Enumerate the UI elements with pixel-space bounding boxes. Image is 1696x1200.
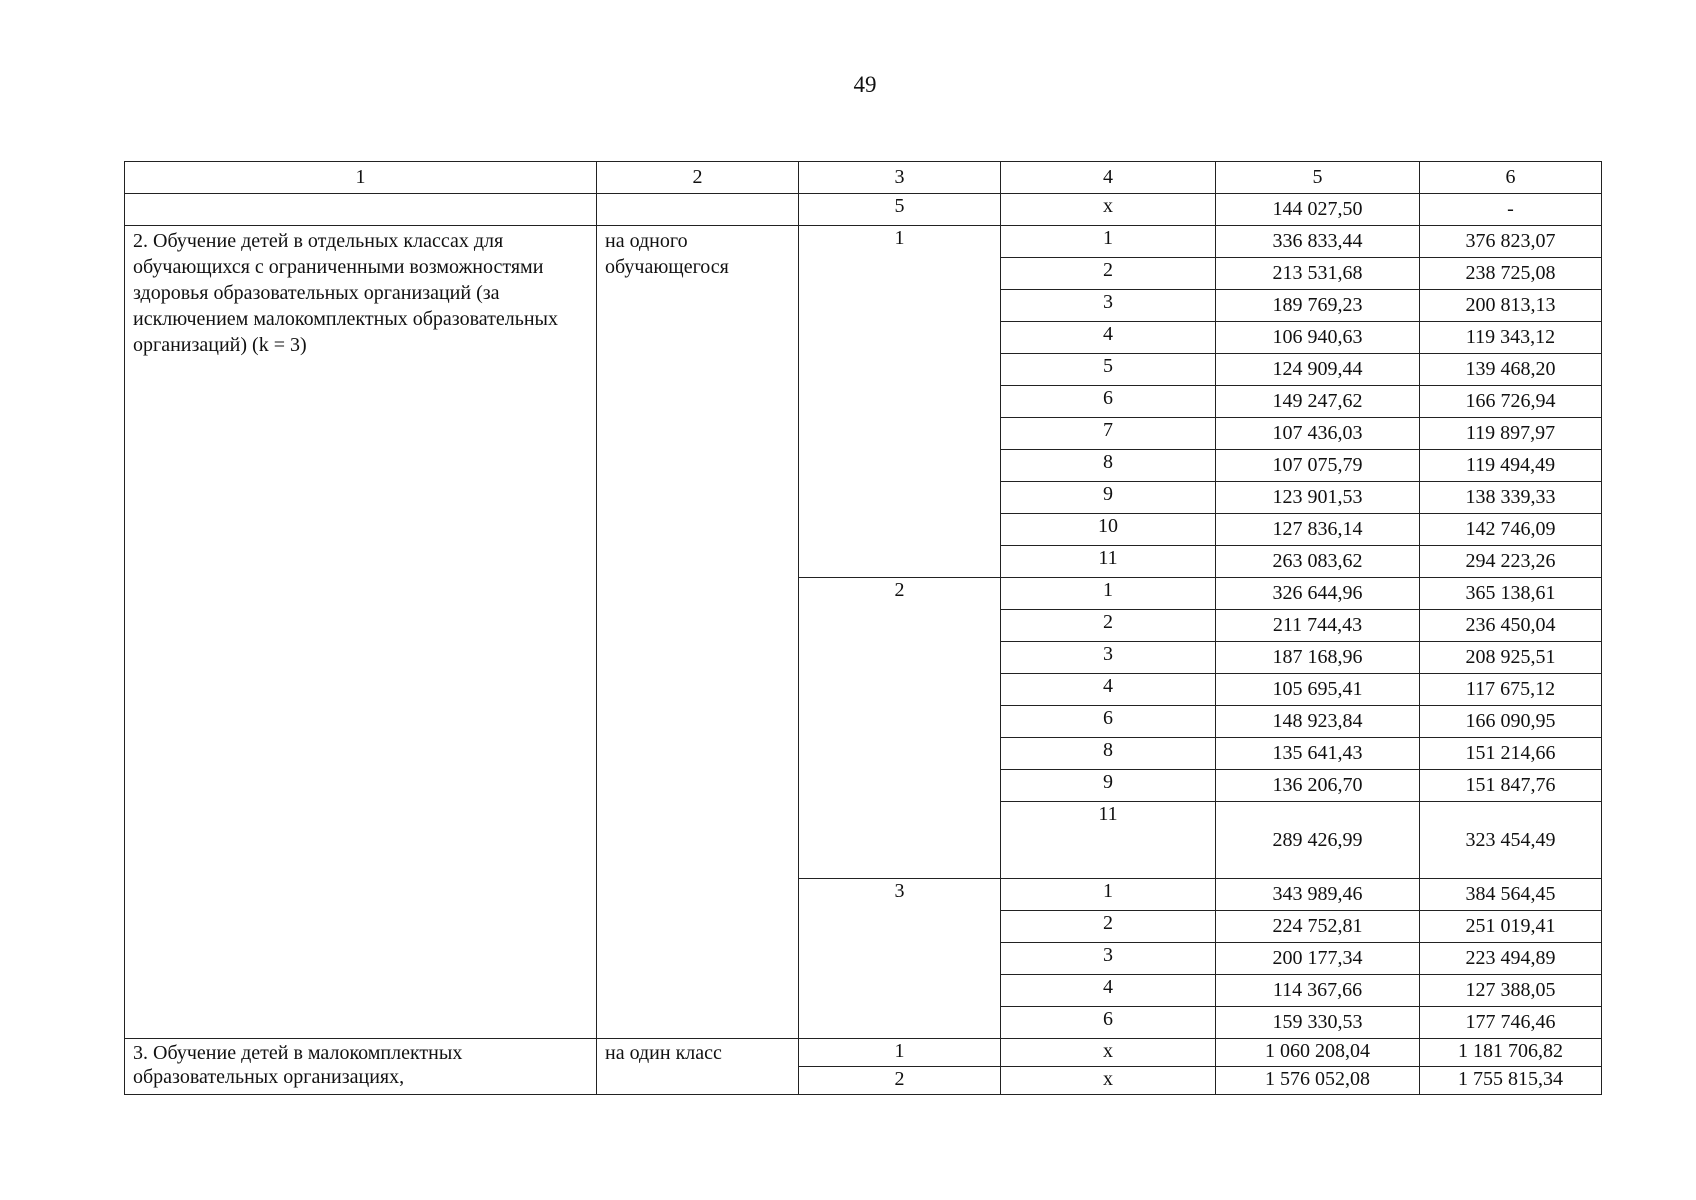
grade-cell: 1	[1001, 578, 1216, 610]
norm-value-cell: 142 746,09	[1420, 514, 1602, 546]
norm-value-cell: 1 576 052,08	[1216, 1067, 1420, 1095]
norm-value-cell: 127 836,14	[1216, 514, 1420, 546]
grade-cell: 2	[1001, 258, 1216, 290]
norm-value-cell: 119 494,49	[1420, 450, 1602, 482]
class-cell: 3	[799, 879, 1001, 1039]
table-row	[125, 1039, 1602, 1067]
grade-cell: 6	[1001, 706, 1216, 738]
norm-value-cell: 263 083,62	[1216, 546, 1420, 578]
norm-value-cell: 123 901,53	[1216, 482, 1420, 514]
grade-cell: 4	[1001, 975, 1216, 1007]
norm-value-cell: 223 494,89	[1420, 943, 1602, 975]
norm-value-cell: 326 644,96	[1216, 578, 1420, 610]
norm-value-cell: -	[1420, 194, 1602, 226]
norm-value-cell: 343 989,46	[1216, 879, 1420, 911]
norm-value-cell: 200 813,13	[1420, 290, 1602, 322]
class-cell: 2	[799, 1067, 1001, 1095]
grade-cell: 6	[1001, 1007, 1216, 1039]
grade-cell: 11	[1001, 802, 1216, 879]
column-number-6: 6	[1420, 162, 1602, 194]
norm-value-cell: 106 940,63	[1216, 322, 1420, 354]
grade-cell: 2	[1001, 610, 1216, 642]
norm-value-cell: 365 138,61	[1420, 578, 1602, 610]
grade-cell: х	[1001, 1039, 1216, 1067]
tariff-table	[124, 161, 1602, 1095]
column-number-2: 2	[597, 162, 799, 194]
class-cell: 2	[799, 578, 1001, 879]
norm-value-cell: 1 181 706,82	[1420, 1039, 1602, 1067]
grade-cell: 1	[1001, 226, 1216, 258]
norm-value-cell: 336 833,44	[1216, 226, 1420, 258]
norm-value-cell: 139 468,20	[1420, 354, 1602, 386]
column-number-4: 4	[1001, 162, 1216, 194]
grade-cell: 7	[1001, 418, 1216, 450]
norm-value-cell: 107 436,03	[1216, 418, 1420, 450]
norm-value-cell: 119 897,97	[1420, 418, 1602, 450]
norm-value-cell: 200 177,34	[1216, 943, 1420, 975]
section-description: 3. Обучение детей в малокомплектных образовательных организациях,	[125, 1039, 597, 1095]
grade-cell: 1	[1001, 879, 1216, 911]
grade-cell: 4	[1001, 674, 1216, 706]
grade-cell: 8	[1001, 450, 1216, 482]
empty-cell	[597, 194, 799, 226]
column-number-1: 1	[125, 162, 597, 194]
table-row	[125, 226, 1602, 258]
norm-value-cell: 224 752,81	[1216, 911, 1420, 943]
norm-value-cell: 138 339,33	[1420, 482, 1602, 514]
grade-cell: 3	[1001, 943, 1216, 975]
norm-value-cell: 166 726,94	[1420, 386, 1602, 418]
norm-value-cell: 144 027,50	[1216, 194, 1420, 226]
norm-value-cell: 149 247,62	[1216, 386, 1420, 418]
class-cell: 1	[799, 226, 1001, 578]
norm-value-cell: 127 388,05	[1420, 975, 1602, 1007]
norm-value-cell: 136 206,70	[1216, 770, 1420, 802]
norm-value-cell: 187 168,96	[1216, 642, 1420, 674]
norm-value-cell: 119 343,12	[1420, 322, 1602, 354]
norm-value-cell: 251 019,41	[1420, 911, 1602, 943]
norm-value-cell: 289 426,99	[1216, 802, 1420, 879]
grade-cell: 10	[1001, 514, 1216, 546]
header-row	[125, 162, 1602, 194]
norm-value-cell: 1 060 208,04	[1216, 1039, 1420, 1067]
column-number-5: 5	[1216, 162, 1420, 194]
column-number-3: 3	[799, 162, 1001, 194]
norm-value-cell: 376 823,07	[1420, 226, 1602, 258]
grade-cell: 6	[1001, 386, 1216, 418]
grade-cell: 3	[1001, 642, 1216, 674]
grade-cell: х	[1001, 194, 1216, 226]
grade-cell: 4	[1001, 322, 1216, 354]
class-cell: 5	[799, 194, 1001, 226]
norm-value-cell: 105 695,41	[1216, 674, 1420, 706]
norm-value-cell: 384 564,45	[1420, 879, 1602, 911]
table-body	[125, 162, 1602, 1095]
empty-cell	[125, 194, 597, 226]
section-description: 2. Обучение детей в отдельных классах для обучающихся с ограниченными возможностями здоровья образовательных организаций (за исключением малокомплектных образовательных организаций) (k = 3)	[125, 226, 597, 1039]
norm-value-cell: 238 725,08	[1420, 258, 1602, 290]
grade-cell: 9	[1001, 770, 1216, 802]
grade-cell: 2	[1001, 911, 1216, 943]
grade-cell: 11	[1001, 546, 1216, 578]
norm-value-cell: 124 909,44	[1216, 354, 1420, 386]
norm-value-cell: 208 925,51	[1420, 642, 1602, 674]
norm-value-cell: 177 746,46	[1420, 1007, 1602, 1039]
page-number: 49	[853, 72, 877, 97]
class-cell: 1	[799, 1039, 1001, 1067]
norm-value-cell: 114 367,66	[1216, 975, 1420, 1007]
grade-cell: 3	[1001, 290, 1216, 322]
norm-value-cell: 189 769,23	[1216, 290, 1420, 322]
grade-cell: 8	[1001, 738, 1216, 770]
table-row	[125, 194, 1602, 226]
norm-value-cell: 151 847,76	[1420, 770, 1602, 802]
grade-cell: 5	[1001, 354, 1216, 386]
norm-value-cell: 135 641,43	[1216, 738, 1420, 770]
norm-value-cell: 166 090,95	[1420, 706, 1602, 738]
norm-value-cell: 211 744,43	[1216, 610, 1420, 642]
norm-value-cell: 323 454,49	[1420, 802, 1602, 879]
norm-value-cell: 117 675,12	[1420, 674, 1602, 706]
norm-value-cell: 159 330,53	[1216, 1007, 1420, 1039]
grade-cell: 9	[1001, 482, 1216, 514]
norm-value-cell: 107 075,79	[1216, 450, 1420, 482]
norm-value-cell: 236 450,04	[1420, 610, 1602, 642]
unit-cell: на один класс	[597, 1039, 799, 1095]
norm-value-cell: 1 755 815,34	[1420, 1067, 1602, 1095]
unit-cell: на одного обучающегося	[597, 226, 799, 1039]
norm-value-cell: 213 531,68	[1216, 258, 1420, 290]
norm-value-cell: 148 923,84	[1216, 706, 1420, 738]
grade-cell: х	[1001, 1067, 1216, 1095]
norm-value-cell: 294 223,26	[1420, 546, 1602, 578]
norm-value-cell: 151 214,66	[1420, 738, 1602, 770]
